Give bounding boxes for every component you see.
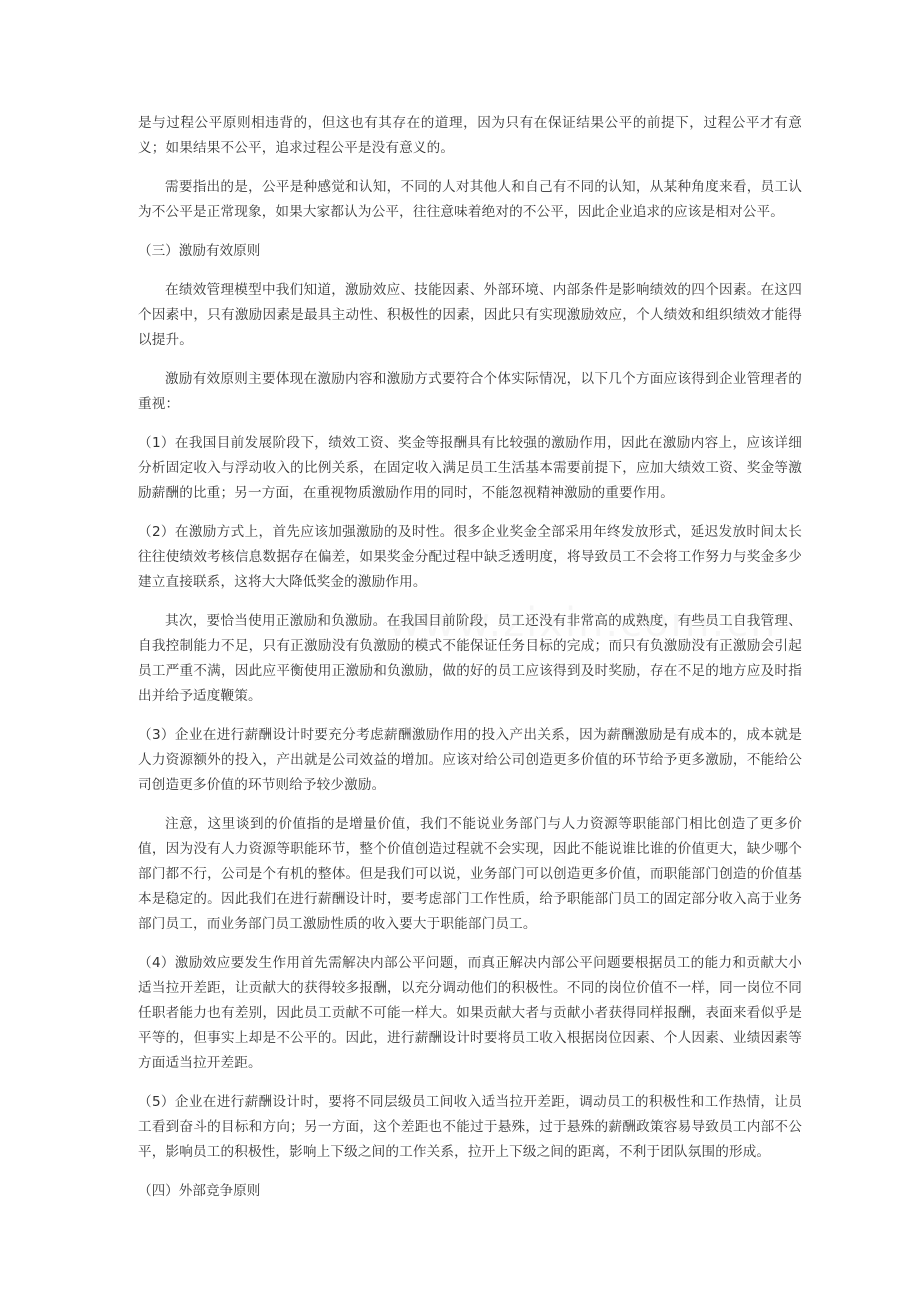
paragraph-2: 需要指出的是，公平是种感觉和认知，不同的人对其他人和自己有不同的认知，从某种角度来看，员工认为不公平是正常现象，如果大家都认为公平，往往意味着绝对的不公平，因此企业追求的应该是相对公平。: [138, 179, 802, 220]
list-item-5: （5）企业在进行薪酬设计时，要将不同层级员工间收入适当拉开差距，调动员工的积极性和工作热情，让员工看到奋斗的目标和方向；另一方面，这个差距也不能过于悬殊，过于悬殊的薪酬政策容易导致员工内部不公平，影响员工的积极性，影响上下级之间的工作关系，拉开上下级之间的距离，不利于团队氛围的形成。: [138, 1094, 802, 1160]
paragraph-8: 其次，要恰当使用正激励和负激励。在我国目前阶段，员工还没有非常高的成熟度，有些员工自我管理、自我控制能力不足，只有正激励没有负激励的模式不能保证任务目标的完成；而只有负激励没有正激励会引起员工严重不满，因此应平衡使用正激励和负激励，做的好的员工应该得到及时奖励，存在不足的地方应及时指出并给予适度鞭策。: [138, 613, 802, 704]
list-item-4: （4）激励效应要发生作用首先需解决内部公平问题，而真正解决内部公平问题要根据员工的能力和贡献大小适当拉开差距，让贡献大的获得较多报酬，以充分调动他们的积极性。不同的岗位价值不一样，同一岗位不同任职者能力也有差别，因此员工贡献不可能一样大。如果贡献大者与贡献小者获得同样报酬，表面来看似乎是平等的，但事实上却是不公平的。因此，进行薪酬设计时要将员工收入根据岗位因素、个人因素、业绩因素等方面适当拉开差距。: [138, 955, 802, 1071]
list-item-2: （2）在激励方式上，首先应该加强激励的及时性。很多企业奖金全部采用年终发放形式，延迟发放时间太长往往使绩效考核信息数据存在偏差，如果奖金分配过程中缺乏透明度，将导致员工不会将工作努力与奖金多少建立直接联系，这将大大降低奖金的激励作用。: [138, 524, 802, 590]
paragraph-1: 是与过程公平原则相违背的，但这也有其存在的道理，因为只有在保证结果公平的前提下，过程公平才有意义；如果结果不公平，追求过程公平是没有意义的。: [138, 115, 802, 156]
list-item-3: （3）企业在进行薪酬设计时要充分考虑薪酬激励作用的投入产出关系，因为薪酬激励是有成本的，成本就是人力资源额外的投入，产出就是公司效益的增加。应该对给公司创造更多价值的环节给予更多激励，不能给公司创造更多价值的环节则给予较少激励。: [138, 727, 802, 793]
section-heading-3: （三）激励有效原则: [138, 243, 261, 259]
section-heading-4: （四）外部竞争原则: [138, 1183, 261, 1199]
list-item-1: （1）在我国目前发展阶段下，绩效工资、奖金等报酬具有比较强的激励作用，因此在激励内容上，应该详细分析固定收入与浮动收入的比例关系，在固定收入满足员工生活基本需要前提下，应加大绩效工资、奖金等激励薪酬的比重；另一方面，在重视物质激励作用的同时，不能忽视精神激励的重要作用。: [138, 435, 802, 501]
document-page: [138, 111, 802, 1218]
paragraph-10: 注意，这里谈到的价值指的是增量价值，我们不能说业务部门与人力资源等职能部门相比创造了更多价值，因为没有人力资源等职能环节，整个价值创造过程就不会实现，因此不能说谁比谁的价值更大，缺少哪个部门都不行，公司是个有机的整体。但是我们可以说，业务部门可以创造更多价值，而职能部门创造的价值基本是稳定的。因此我们在进行薪酬设计时，要考虑部门工作性质，给予职能部门员工的固定部分收入高于业务部门员工，而业务部门员工激励性质的收入要大于职能部门员工。: [138, 816, 802, 932]
paragraph-5: 激励有效原则主要体现在激励内容和激励方式要符合个体实际情况，以下几个方面应该得到企业管理者的重视：: [138, 371, 802, 412]
paragraph-4: 在绩效管理模型中我们知道，激励效应、技能因素、外部环境、内部条件是影响绩效的四个因素。在这四个因素中，只有激励因素是最具主动性、积极性的因素，因此只有实现激励效应，个人绩效和组织绩效才能得以提升。: [138, 282, 802, 348]
